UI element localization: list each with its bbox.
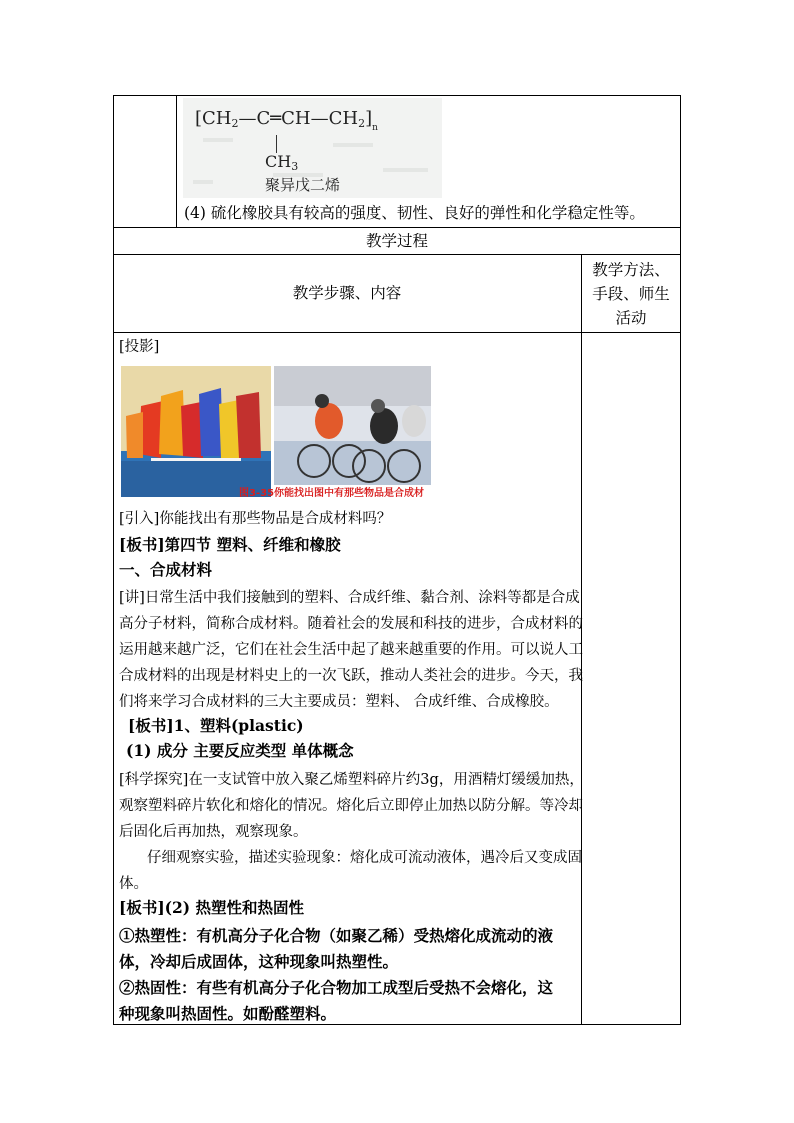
projection-label: [投影] [119,339,160,355]
thermoplastic-line: ①热塑性：有机高分子化合物（如聚乙稀）受热熔化成流动的液 [119,926,554,945]
col-method-header-line-3: 活动 [615,309,647,327]
projection-photo [121,366,431,497]
thermoset-line: ②热固性：有些有机高分子化合物加工成型后受热不会熔化，这 [119,978,554,997]
process-header: 教学过程 [365,232,428,250]
observe-line: 仔细观察实验，描述实验现象：熔化成可流动液体，遇冷后又变成固 [147,850,582,866]
explore-line: 后固化后再加热，观察现象。 [119,824,308,840]
row-line-2 [113,254,681,255]
formula-caption: 聚异戊二烯 [265,176,341,194]
col-method-header-line-1: 教学方法、 [592,261,670,279]
observe-line: 体。 [119,876,148,892]
thermoset-line: 种现象叫热固性。如酚醛塑料。 [119,1004,337,1023]
lecture-line: [讲]日常生活中我们接触到的塑料、合成纤维、黏合剂、涂料等都是合成 [119,590,580,606]
board-thermo: [板书](2) 热塑性和热固性 [119,898,305,917]
formula-bond-line [276,135,277,153]
methyl-group: CH3 [265,152,299,173]
top-section-divider [176,95,177,227]
figure-caption: 图3-35你能找出图中有那些物品是合成材 [239,488,425,497]
cycling-photo [274,366,431,497]
board-plastic: [板书]1、塑料(plastic) [128,716,304,735]
lecture-paragraph [119,585,583,715]
board-title: [板书]第四节 塑料、纤维和橡胶 [119,535,341,554]
row-line-3 [113,332,681,333]
explore-paragraph [119,767,584,845]
lecture-line: 合成材料的出现是材料史上的一次飞跃，推动人类社会的进步。今天，我 [119,668,583,684]
intro-text: [引入]你能找出有那些物品是合成材料吗？ [119,511,392,527]
windsurf-photo [121,366,271,497]
formula-image [183,98,442,198]
table-top-border [113,95,681,96]
col-method-header [582,258,680,330]
thermoplastic-line: 体，冷却后成固体，这种现象叫热塑性。 [119,952,399,971]
thermoplastic-paragraph [119,923,553,975]
item-4-text: (4) 硫化橡胶具有较高的强度、韧性、良好的弹性和化学稳定性等。 [184,204,645,222]
section-1-heading: 一、合成材料 [119,560,213,579]
composition-heading: (1) 成分 主要反应类型 单体概念 [126,741,354,760]
lecture-line: 运用越来越广泛，它们在社会生活中起了越来越重要的作用。可以说人工 [119,642,583,658]
col-steps-header: 教学步骤、内容 [292,284,402,302]
polyisoprene-formula: $[CH2—C═CH—CH2]_n$ [195,108,378,133]
thermoset-paragraph [119,975,553,1027]
lecture-line: 们将来学习合成材料的三大主要成员：塑料、 合成纤维、合成橡胶。 [119,694,559,710]
col-method-header-line-2: 手段、师生 [592,285,670,303]
row-line-1 [113,227,681,228]
explore-line: 观察塑料碎片软化和熔化的情况。熔化后立即停止加热以防分解。等冷却 [119,798,583,814]
lecture-line: 高分子材料，简称合成材料。随着社会的发展和科技的进步，合成材料的 [119,616,583,632]
observe-paragraph [119,845,582,897]
explore-line: [科学探究]在一支试管中放入聚乙烯塑料碎片约3g，用酒精灯缓缓加热， [119,772,584,788]
